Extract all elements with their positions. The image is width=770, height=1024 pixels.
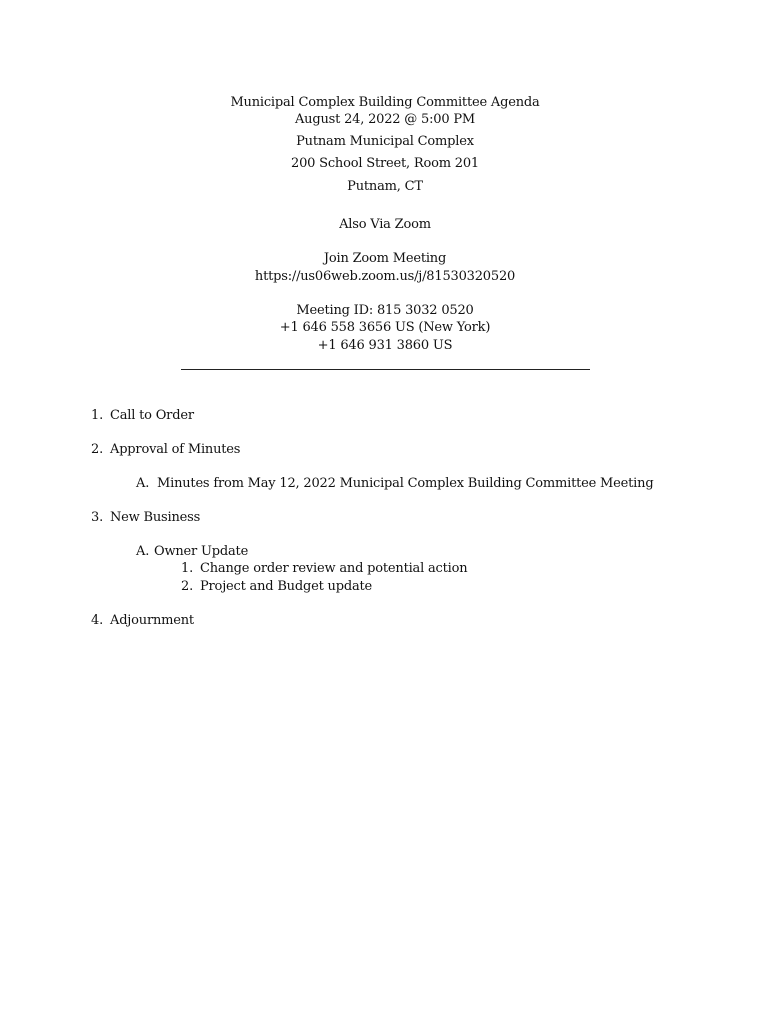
join-zoom-label: Join Zoom Meeting: [323, 251, 447, 266]
item-label: Minutes from May 12, 2022 Municipal Complex Building Committee Meeting: [157, 476, 654, 491]
agenda-subitem-minutes-may-12: [136, 475, 653, 492]
meeting-date-time: August 24, 2022 @ 5:00 PM: [294, 112, 476, 127]
zoom-meeting-link[interactable]: https://us06web.zoom.us/j/81530320520: [254, 269, 516, 284]
item-number: 3.: [91, 510, 104, 525]
item-number: 2.: [91, 442, 104, 457]
dial-in-us: +1 646 931 3860 US: [317, 338, 453, 353]
item-number: 1.: [181, 561, 194, 576]
agenda-item-new-business: [91, 509, 200, 526]
agenda-item-adjournment: [91, 612, 194, 629]
item-number: 2.: [181, 579, 194, 594]
agenda-subitem-project-budget-update: [181, 578, 372, 595]
item-label: Owner Update: [154, 544, 249, 559]
item-label: New Business: [110, 510, 201, 525]
item-number: A.: [136, 476, 150, 491]
agenda-subitem-change-order-review: [181, 560, 467, 577]
location-city: Putnam, CT: [347, 179, 423, 194]
item-number: 1.: [91, 408, 104, 423]
item-number: A.: [136, 544, 150, 559]
item-label: Call to Order: [110, 408, 194, 423]
agenda-item-approval-of-minutes: [91, 441, 240, 458]
agenda-subitem-owner-update: [136, 543, 248, 560]
location-name: Putnam Municipal Complex: [296, 134, 474, 149]
meeting-id: Meeting ID: 815 3032 0520: [296, 303, 474, 318]
agenda-item-call-to-order: [91, 407, 194, 424]
item-label: Change order review and potential action: [200, 561, 468, 576]
item-label: Adjournment: [110, 613, 194, 628]
also-via-zoom: Also Via Zoom: [339, 217, 431, 232]
item-label: Project and Budget update: [200, 579, 373, 594]
dial-in-new-york: +1 646 558 3656 US (New York): [279, 320, 491, 335]
location-address: 200 School Street, Room 201: [291, 156, 479, 171]
item-number: 4.: [91, 613, 104, 628]
header-divider: [181, 369, 590, 370]
agenda-title: Municipal Complex Building Committee Agenda: [230, 95, 540, 110]
item-label: Approval of Minutes: [110, 442, 241, 457]
